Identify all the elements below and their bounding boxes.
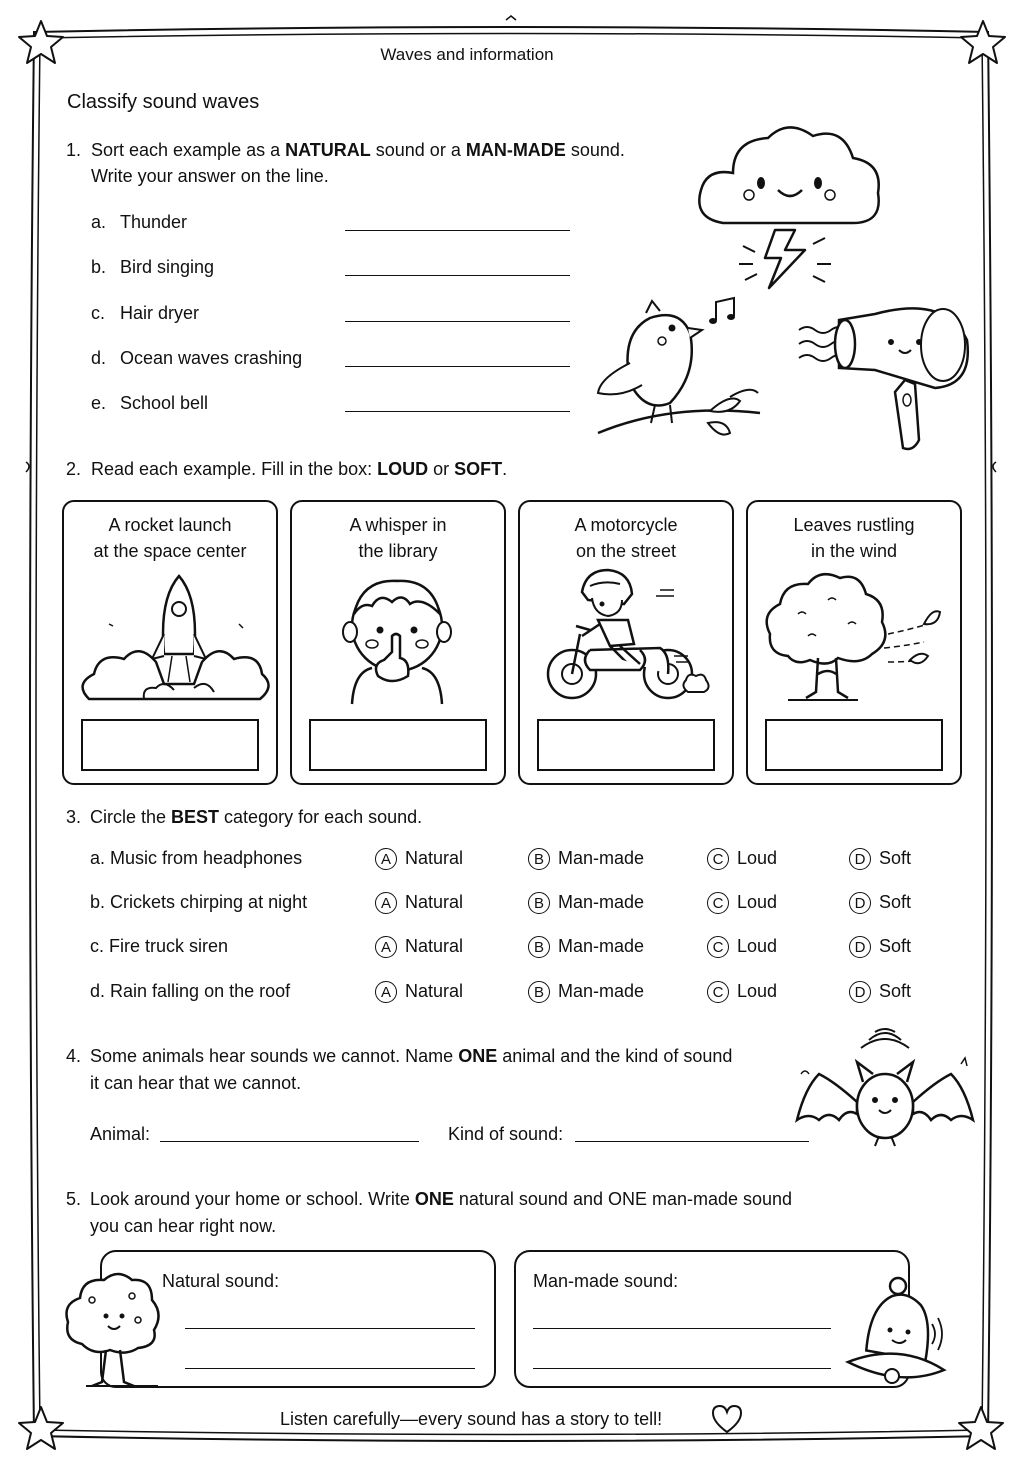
option-label: Soft — [879, 981, 912, 1001]
man-made-sound-line[interactable] — [533, 1328, 831, 1329]
q1-item-letter: a. — [91, 212, 107, 232]
sound-card — [518, 500, 734, 785]
natural-sound-line[interactable] — [185, 1328, 475, 1329]
option-loud[interactable] — [707, 846, 777, 870]
star-icon — [956, 1404, 1006, 1454]
option-letter: A — [375, 981, 397, 1003]
q5-instruction: Look around your home or school. Write ONE natural sound and ONE man-made sound — [90, 1189, 793, 1209]
whispering-child-icon — [292, 564, 504, 704]
q1-item-letter: c. — [91, 303, 106, 323]
q3-item: d. Rain falling on the roof — [90, 981, 291, 1001]
q2-number: 2. — [66, 459, 82, 479]
answer-line[interactable] — [345, 321, 570, 322]
option-soft[interactable] — [849, 934, 911, 958]
option-letter: B — [528, 936, 550, 958]
option-label: Soft — [879, 936, 912, 956]
kind-of-sound-answer-line[interactable] — [575, 1141, 809, 1142]
q5-instruction-2: you can hear right now. — [90, 1216, 277, 1236]
option-letter: C — [707, 936, 729, 958]
card-caption-line1: A rocket launch — [108, 515, 232, 535]
option-label: Natural — [405, 936, 464, 956]
rocket-icon — [64, 564, 276, 704]
q1-item-label: Bird singing — [120, 257, 215, 277]
card-caption-line1: Leaves rustling — [793, 515, 915, 535]
page-title: Waves and information — [380, 45, 554, 64]
q3-item: b. Crickets chirping at night — [90, 892, 308, 912]
q1-item-label: Ocean waves crashing — [120, 348, 303, 368]
option-letter: B — [528, 981, 550, 1003]
card-caption-line2: on the street — [575, 541, 677, 561]
option-label: Man-made — [558, 848, 645, 868]
q1-item-label: School bell — [120, 393, 209, 413]
option-label: Man-made — [558, 936, 645, 956]
man-made-sound-label: Man-made sound: — [533, 1271, 679, 1291]
q1-item-label: Hair dryer — [120, 303, 200, 323]
motorcycle-icon — [520, 564, 732, 704]
option-label: Natural — [405, 892, 464, 912]
card-caption-line2: the library — [358, 541, 438, 561]
option-natural[interactable] — [375, 890, 463, 914]
option-label: Man-made — [558, 892, 645, 912]
card-caption-line1: A whisper in — [349, 515, 447, 535]
option-label: Man-made — [558, 981, 645, 1001]
option-natural[interactable] — [375, 934, 463, 958]
option-letter: C — [707, 848, 729, 870]
bird-icon — [590, 293, 770, 453]
q4-instruction: Some animals hear sounds we cannot. Name ONE animal and the kind of sound — [90, 1046, 733, 1066]
lightning-icon — [765, 230, 805, 288]
q4-number: 4. — [66, 1046, 82, 1066]
card-caption-line2: in the wind — [810, 541, 898, 561]
option-soft[interactable] — [849, 890, 911, 914]
option-man-made[interactable] — [528, 890, 644, 914]
option-natural[interactable] — [375, 846, 463, 870]
footer-message: Listen carefully—every sound has a story to tell! — [280, 1409, 663, 1429]
option-man-made[interactable] — [528, 846, 644, 870]
tree-wind-icon — [748, 564, 960, 704]
answer-line[interactable] — [345, 230, 570, 231]
option-label: Loud — [737, 981, 778, 1001]
option-letter: D — [849, 936, 871, 958]
q3-item: c. Fire truck siren — [90, 936, 229, 956]
star-icon — [958, 18, 1008, 68]
natural-sound-label: Natural sound: — [162, 1271, 280, 1291]
answer-line[interactable] — [345, 275, 570, 276]
card-caption-line2: at the space center — [93, 541, 247, 561]
option-label: Natural — [405, 981, 464, 1001]
option-label: Loud — [737, 848, 778, 868]
cloud-icon — [693, 118, 888, 293]
option-label: Natural — [405, 848, 464, 868]
sound-card — [290, 500, 506, 785]
answer-box[interactable] — [309, 719, 487, 771]
answer-box[interactable] — [765, 719, 943, 771]
answer-line[interactable] — [345, 366, 570, 367]
man-made-sound-line[interactable] — [533, 1368, 831, 1369]
q1-item-letter: e. — [91, 393, 107, 413]
option-letter: A — [375, 892, 397, 914]
option-label: Soft — [879, 892, 912, 912]
option-letter: D — [849, 981, 871, 1003]
hair-dryer-icon — [795, 300, 975, 460]
card-caption-line1: A motorcycle — [574, 515, 678, 535]
answer-line[interactable] — [345, 411, 570, 412]
q3-item: a. Music from headphones — [90, 848, 303, 868]
answer-box[interactable] — [81, 719, 259, 771]
option-letter: C — [707, 981, 729, 1003]
option-label: Loud — [737, 936, 778, 956]
option-soft[interactable] — [849, 846, 911, 870]
q2-instruction: Read each example. Fill in the box: LOUD or SOFT. — [91, 459, 508, 479]
music-note-icon — [706, 296, 740, 328]
q1-item-letter: b. — [91, 257, 107, 277]
q5-number: 5. — [66, 1189, 82, 1209]
q1-item-letter: d. — [91, 348, 107, 368]
option-letter: A — [375, 936, 397, 958]
q1-instruction-2: Write your answer on the line. — [91, 166, 329, 186]
option-soft[interactable] — [849, 979, 911, 1003]
sound-card — [746, 500, 962, 785]
option-label: Loud — [737, 892, 778, 912]
heart-icon — [711, 1404, 743, 1434]
answer-box[interactable] — [537, 719, 715, 771]
bat-icon — [795, 1022, 977, 1150]
option-label: Soft — [879, 848, 912, 868]
animal-answer-line[interactable] — [160, 1141, 419, 1142]
option-loud[interactable] — [707, 979, 777, 1003]
option-letter: B — [528, 848, 550, 870]
option-letter: D — [849, 848, 871, 870]
q1-instruction: Sort each example as a NATURAL sound or a MAN-MADE sound. — [91, 140, 625, 160]
natural-sound-line[interactable] — [185, 1368, 475, 1369]
sound-card — [62, 500, 278, 785]
star-icon — [16, 1404, 66, 1454]
section-title: Classify sound waves — [67, 91, 260, 113]
animal-label: Animal: — [90, 1124, 151, 1144]
option-man-made[interactable] — [528, 979, 644, 1003]
option-loud[interactable] — [707, 934, 777, 958]
bell-icon — [840, 1272, 948, 1392]
option-natural[interactable] — [375, 979, 463, 1003]
option-letter: C — [707, 892, 729, 914]
option-loud[interactable] — [707, 890, 777, 914]
option-letter: B — [528, 892, 550, 914]
kind-of-sound-label: Kind of sound: — [448, 1124, 564, 1144]
q4-instruction-2: it can hear that we cannot. — [90, 1073, 302, 1093]
option-letter: A — [375, 848, 397, 870]
option-man-made[interactable] — [528, 934, 644, 958]
q1-number: 1. — [66, 140, 82, 160]
q3-instruction: Circle the BEST category for each sound. — [90, 807, 423, 827]
q3-number: 3. — [66, 807, 82, 827]
option-letter: D — [849, 892, 871, 914]
q1-item-label: Thunder — [120, 212, 188, 232]
tree-icon — [62, 1270, 162, 1392]
